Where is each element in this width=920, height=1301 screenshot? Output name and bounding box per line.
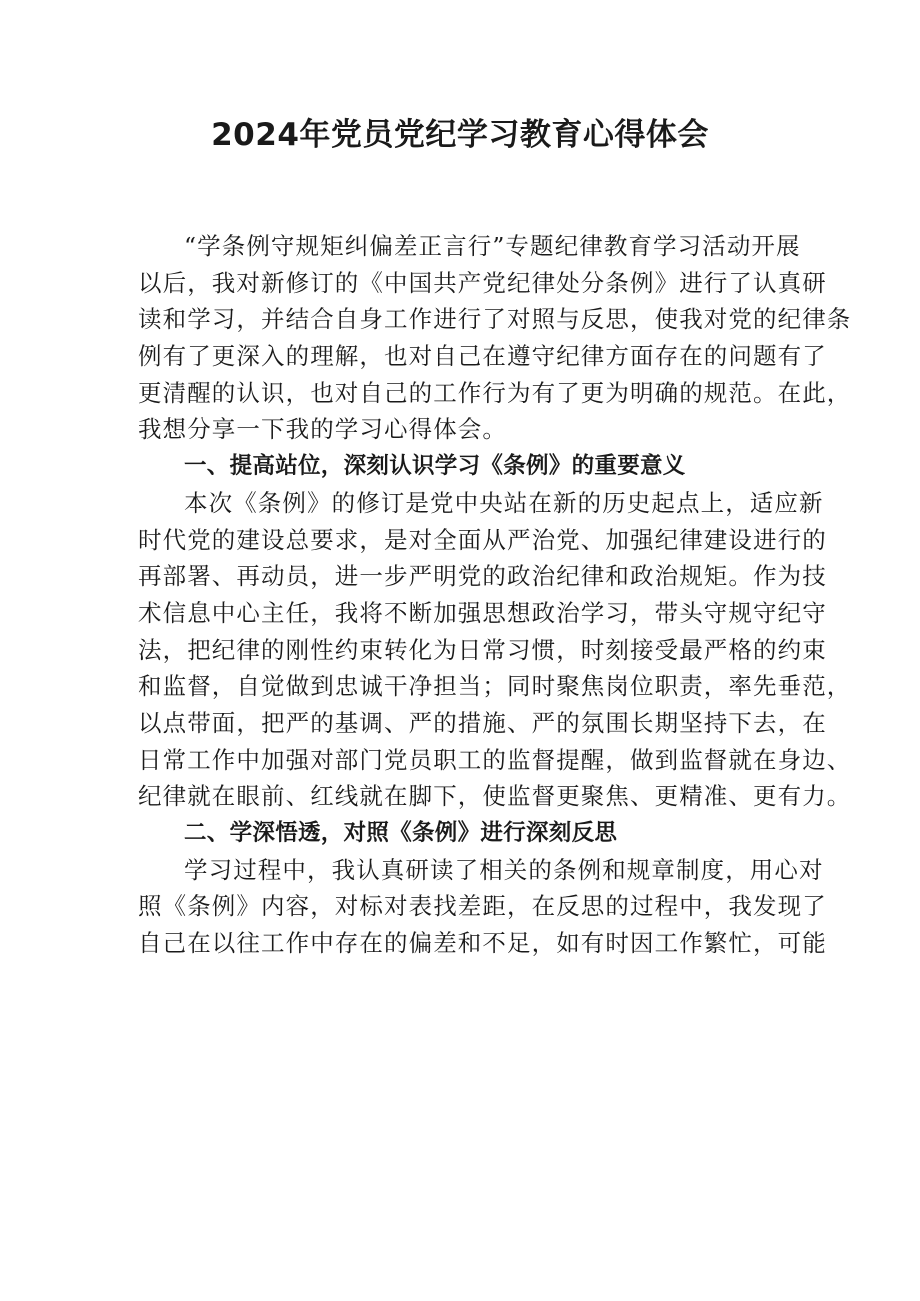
paragraph-line: 学习过程中，我认真研读了相关的条例和规章制度，用心对 [184, 855, 824, 884]
document-body [138, 228, 852, 962]
paragraph-line: 例有了更深入的理解，也对自己在遵守纪律方面存在的问题有了 [138, 342, 827, 371]
paragraph-line: 照《条例》内容，对标对表找差距，在反思的过程中，我发现了 [138, 892, 827, 921]
paragraph-line: 我想分享一下我的学习心得体会。 [138, 415, 507, 444]
paragraph-line: 和监督，自觉做到忠诚干净担当；同时聚焦岗位职责，率先垂范， [138, 672, 852, 701]
section-heading: 二、学深悟透，对照《条例》进行深刻反思 [184, 820, 618, 846]
section-1 [138, 448, 852, 815]
paragraph-line: “学条例守规矩纠偏差正言行”专题纪律教育学习活动开展 [184, 232, 801, 260]
paragraph-line: 再部署、再动员，进一步严明党的政治纪律和政治规矩。作为技 [138, 562, 827, 591]
section-2 [138, 815, 827, 962]
document-title: 2024年党员党纪学习教育心得体会 [211, 117, 709, 153]
paragraph-line: 术信息中心主任，我将不断加强思想政治学习，带头守规守纪守 [138, 598, 827, 627]
paragraph-line: 更清醒的认识，也对自己的工作行为有了更为明确的规范。在此， [138, 378, 852, 407]
paragraph-line: 以后，我对新修订的《中国共产党纪律处分条例》进行了认真研 [138, 268, 827, 297]
paragraph-line: 自己在以往工作中存在的偏差和不足，如有时因工作繁忙，可能 [138, 929, 827, 958]
paragraph-line: 以点带面，把严的基调、严的措施、严的氛围长期坚持下去，在 [138, 708, 827, 737]
paragraph-line: 法，把纪律的刚性约束转化为日常习惯，时刻接受最严格的约束 [138, 635, 827, 664]
paragraph-line: 日常工作中加强对部门党员职工的监督提醒，做到监督就在身边、 [138, 745, 852, 774]
paragraph-line: 本次《条例》的修订是党中央站在新的历史起点上，适应新 [184, 488, 824, 517]
paragraph-line: 时代党的建设总要求，是对全面从严治党、加强纪律建设进行的 [138, 525, 827, 554]
section-heading: 一、提高站位，深刻认识学习《条例》的重要意义 [184, 453, 686, 480]
intro-paragraph [138, 228, 852, 448]
paragraph-line: 纪律就在眼前、红线就在脚下，使监督更聚焦、更精准、更有力。 [138, 782, 852, 811]
paragraph-line: 读和学习，并结合自身工作进行了对照与反思，使我对党的纪律条 [138, 305, 852, 334]
